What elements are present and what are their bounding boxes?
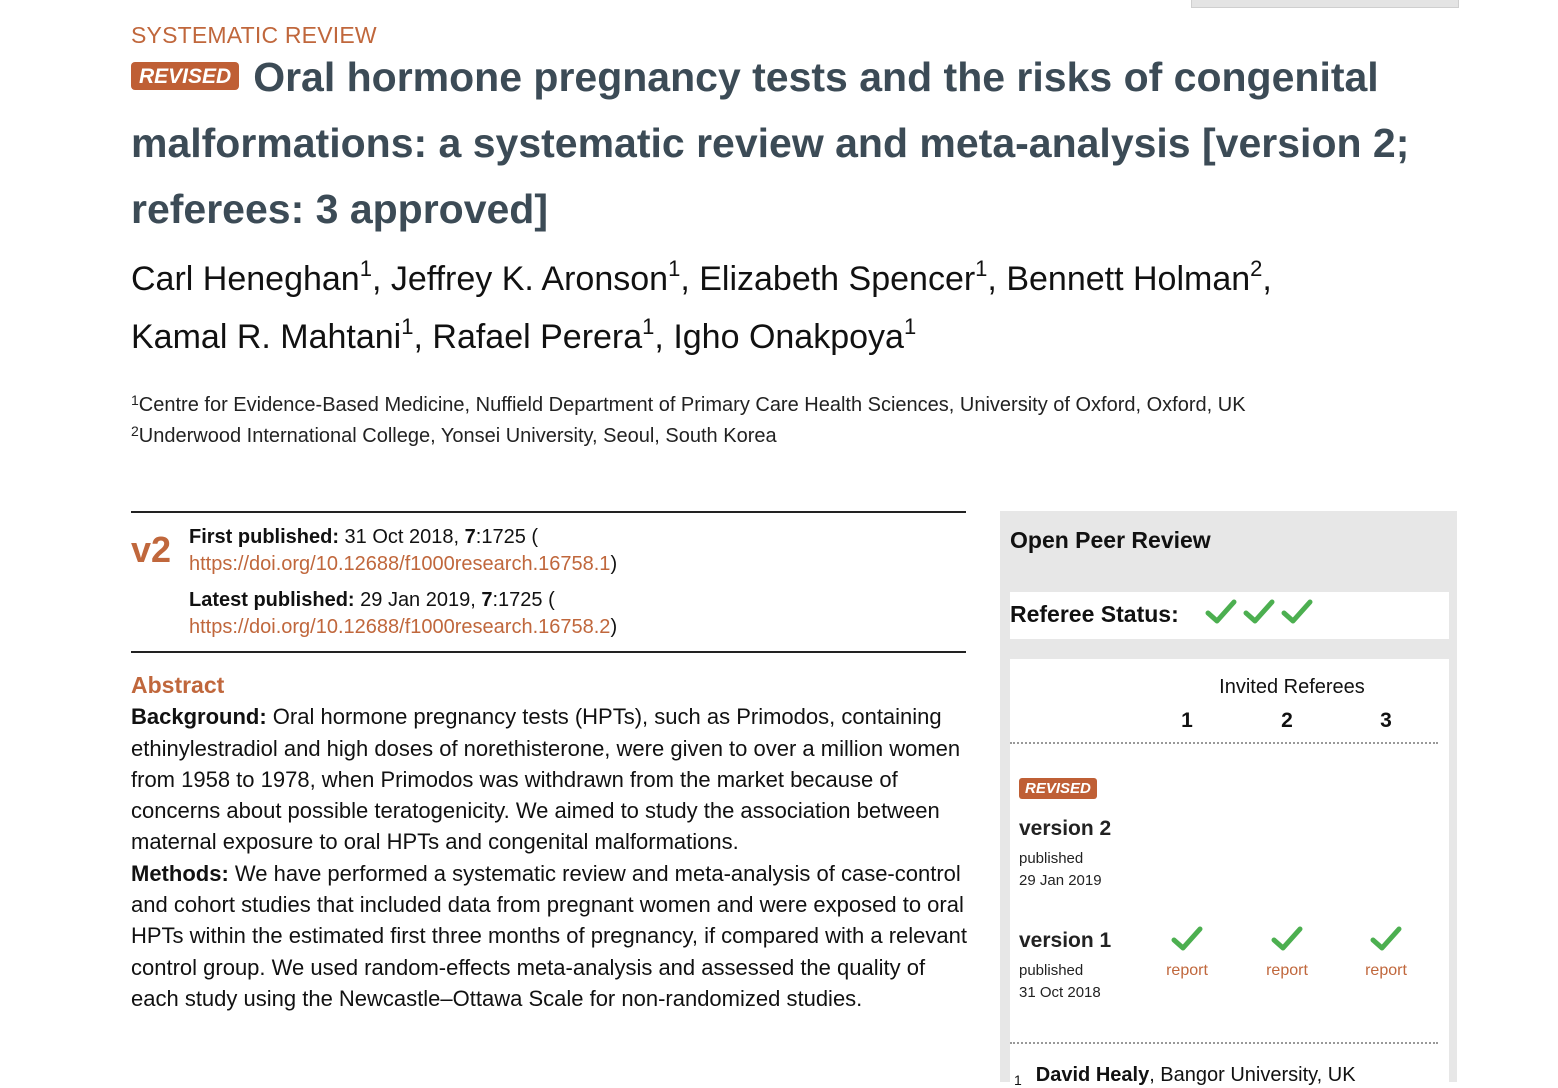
author-name[interactable]: Rafael Perera	[432, 318, 643, 356]
affiliation-item	[131, 390, 1431, 421]
abstract-heading: Abstract	[131, 672, 225, 698]
version-1-name[interactable]: version 1	[1019, 929, 1112, 952]
background-text: Oral hormone pregnancy tests (HPTs), such as Primodos, containing ethinylestradiol and high doses of norethisterone, were given to over a million women from 1958 to 1978, when Primodos was withdrawn from the market because of concerns about possible teratogenicity. We aimed to study the association between maternal exposure to oral HPTs and congenital malformations.	[131, 704, 961, 855]
article-type-label: SYSTEMATIC REVIEW	[131, 22, 377, 48]
affiliation-text: Centre for Evidence-Based Medicine, Nuffield Department of Primary Care Health Sciences, University of Oxford, Oxford, UK	[138, 394, 1246, 416]
referee-table	[1010, 659, 1449, 1082]
author-list	[131, 250, 1431, 366]
report-link[interactable]: report	[1365, 962, 1407, 979]
published-date: 31 Oct 2018	[1019, 984, 1101, 1001]
approved-check-icon	[1171, 925, 1203, 953]
first-published-close: )	[610, 553, 618, 575]
abstract-background	[131, 701, 971, 857]
author-name[interactable]: Kamal R. Mahtani	[131, 318, 402, 356]
latest-published-entry	[189, 587, 617, 641]
latest-published-doi-link[interactable]: https://doi.org/10.12688/f1000research.16758.2	[189, 616, 611, 638]
latest-published-date: 29 Jan 2019,	[354, 589, 482, 611]
background-label: Background:	[131, 704, 267, 730]
abstract-methods	[131, 858, 971, 1014]
first-published-volume: 7	[464, 526, 476, 548]
revised-badge-small: REVISED	[1019, 778, 1097, 799]
table-divider	[1010, 1042, 1438, 1044]
approved-check-icon	[1243, 598, 1275, 626]
abstract-section	[131, 670, 971, 1014]
article-title: Oral hormone pregnancy tests and the risks of congenital malformations: a systematic review and meta-analysis	[131, 54, 1379, 166]
author-name[interactable]: Carl Heneghan	[131, 260, 360, 298]
author-affiliation-marker: 1	[903, 314, 917, 339]
table-divider	[1010, 742, 1438, 744]
author-separator: ,	[413, 318, 433, 356]
first-published-entry	[189, 524, 617, 578]
referee-number: 2	[1281, 709, 1293, 732]
methods-label: Methods:	[131, 860, 229, 886]
first-published-date: 31 Oct 2018,	[339, 526, 465, 548]
referee-status-label: Referee Status:	[1010, 601, 1179, 627]
author-name[interactable]: Jeffrey K. Aronson	[390, 260, 669, 298]
report-link[interactable]: report	[1266, 962, 1308, 979]
author-separator: ,	[987, 260, 1007, 298]
author-separator: ,	[680, 260, 700, 298]
first-published-label: First published:	[189, 526, 339, 548]
approved-check-icon	[1205, 598, 1237, 626]
author-name[interactable]: Elizabeth Spencer	[699, 260, 976, 298]
approved-check-icon	[1370, 925, 1402, 953]
version-1-published-info	[1019, 960, 1101, 1004]
approved-check-icon	[1271, 925, 1303, 953]
methods-text: We have performed a systematic review and meta-analysis of case-control and cohort studies that included data from pregnant women and were exposed to oral HPTs within the estimated first three months of pregnancy, if compared with a relevant control group. We used random-effects meta-analysis and assessed the quality of each study using the Newcastle–Ottawa Scale for non-randomized studies.	[131, 860, 967, 1011]
first-published-doi-link[interactable]: https://doi.org/10.12688/f1000research.16758.1	[189, 553, 611, 575]
open-peer-review-title: Open Peer Review	[1010, 527, 1211, 553]
author-separator: ,	[371, 260, 391, 298]
published-label: published	[1019, 850, 1084, 867]
affiliation-number: 1	[131, 392, 139, 408]
revised-badge: REVISED	[131, 62, 239, 90]
affiliation-text: Underwood International College, Yonsei University, Seoul, South Korea	[138, 425, 777, 447]
referee-index: 1	[1014, 1072, 1022, 1088]
version-note: [version 2; referees: 3 approved]	[131, 120, 1410, 232]
author-affiliation-marker: 1	[359, 256, 372, 281]
article-title-block	[131, 44, 1461, 242]
referee-number: 1	[1181, 709, 1193, 732]
published-label: published	[1019, 962, 1084, 979]
top-button-stub[interactable]	[1191, 0, 1459, 8]
latest-published-article: :1725 (	[492, 589, 555, 611]
latest-published-close: )	[610, 616, 618, 638]
latest-published-label: Latest published:	[189, 589, 355, 611]
referee-affiliation: , Bangor University, UK	[1149, 1064, 1356, 1086]
published-date: 29 Jan 2019	[1019, 872, 1102, 889]
report-link[interactable]: report	[1166, 962, 1208, 979]
author-affiliation-marker: 1	[668, 256, 681, 281]
first-published-article: :1725 (	[475, 526, 539, 548]
author-affiliation-marker: 2	[1250, 256, 1263, 281]
referee-name[interactable]: David Healy	[1035, 1064, 1150, 1086]
version-2-published-info	[1019, 848, 1102, 892]
publication-info-box	[131, 511, 966, 653]
affiliation-list	[131, 390, 1431, 452]
version-label: v2	[131, 529, 172, 570]
version-2-name[interactable]: version 2	[1019, 817, 1112, 840]
referee-number: 3	[1380, 709, 1392, 732]
latest-published-volume: 7	[481, 589, 493, 611]
author-affiliation-marker: 1	[401, 314, 414, 339]
approved-check-icon	[1281, 598, 1313, 626]
referee-status-checks	[1205, 598, 1313, 631]
author-affiliation-marker: 1	[642, 314, 655, 339]
affiliation-item	[131, 421, 1431, 452]
open-peer-review-panel	[1000, 511, 1457, 1088]
author-affiliation-marker: 1	[975, 256, 988, 281]
author-name[interactable]: Bennett Holman	[1006, 260, 1251, 298]
author-separator: ,	[1262, 260, 1272, 298]
invited-referees-label: Invited Referees	[1219, 676, 1365, 698]
referee-status-box	[1010, 592, 1449, 639]
affiliation-number: 2	[131, 423, 139, 439]
author-name[interactable]: Igho Onakpoya	[673, 318, 904, 356]
referee-list-item	[1014, 1064, 1356, 1088]
author-separator: ,	[654, 318, 674, 356]
